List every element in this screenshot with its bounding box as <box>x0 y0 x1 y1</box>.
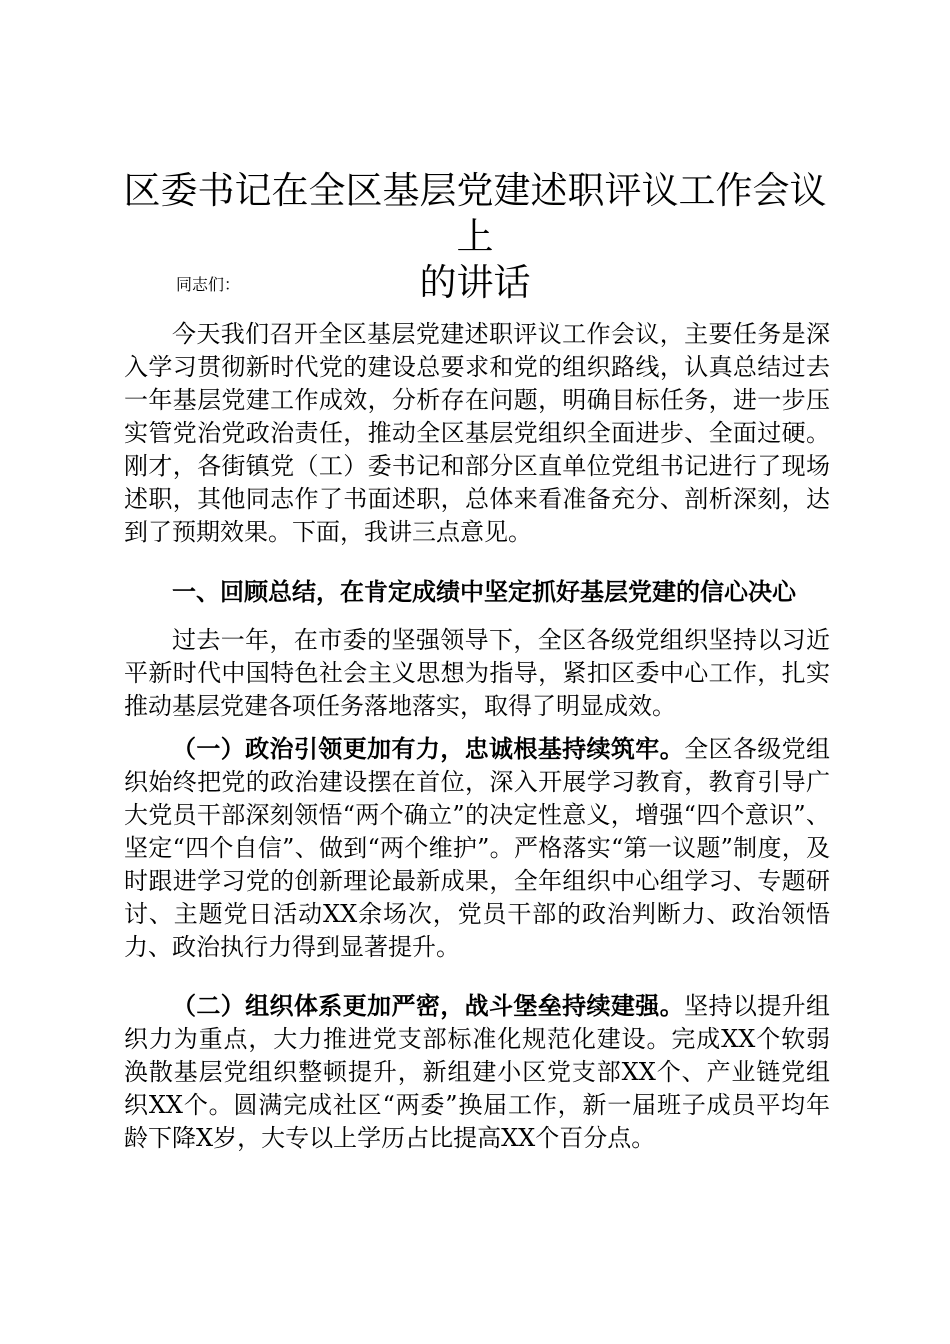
section-heading-1: 一、回顾总结，在肯定成绩中坚定抓好基层党建的信心决心 <box>172 578 796 606</box>
point-1-lead: （一）政治引领更加有力，忠诚根基持续筑牢。 <box>172 735 685 763</box>
intro-paragraph: 今天我们召开全区基层党建述职评议工作会议，主要任务是深入学习贯彻新时代党的建设总要求和党的组织路线，认真总结过去一年基层党建工作成效，分析存在问题，明确目标任务，进一步压实管党治党政治责任，推动全区基层党组织全面进步、全面过硬。刚才，各街镇党（工）委书记和部分区直单位党组书记进行了现场述职，其他同志作了书面述职，总体来看准备充分、剖析深刻，达到了预期效果。下面，我讲三点意见。 <box>124 320 830 546</box>
point-2-lead: （二）组织体系更加严密，战斗堡垒持续建强。 <box>172 992 685 1020</box>
greeting: 同志们： <box>176 275 241 294</box>
point-2-paragraph <box>124 990 830 1155</box>
section1-intro-paragraph: 过去一年，在市委的坚强领导下，全区各级党组织坚持以习近平新时代中国特色社会主义思想为指导，紧扣区委中心工作，扎实推动基层党建各项任务落地落实，取得了明显成效。 <box>124 626 830 720</box>
point-2-body: 坚持以提升组织力为重点，大力推进党支部标准化规范化建设。完成XX个软弱涣散基层党组织整顿提升，新组建小区党支部XX个、产业链党组织XX个。圆满完成社区“两委”换届工作，新一届班子成员平均年龄下降X岁，大专以上学历占比提高XX个百分点。 <box>124 992 831 1152</box>
title-line-1: 区委书记在全区基层党建述职评议工作会议上 <box>123 169 827 258</box>
title-line-2: 的讲话 <box>419 261 531 304</box>
point-1-paragraph <box>124 733 830 964</box>
point-1-body: 全区各级党组织始终把党的政治建设摆在首位，深入开展学习教育，教育引导广大党员干部深刻领悟“两个确立”的决定性意义，增强“四个意识”、坚定“四个自信”、做到“两个维护”。严格落实“第一议题”制度，及时跟进学习党的创新理论最新成果，全年组织中心组学习、专题研讨、主题党日活动XX余场次，党员干部的政治判断力、政治领悟力、政治执行力得到显著提升。 <box>124 735 831 961</box>
